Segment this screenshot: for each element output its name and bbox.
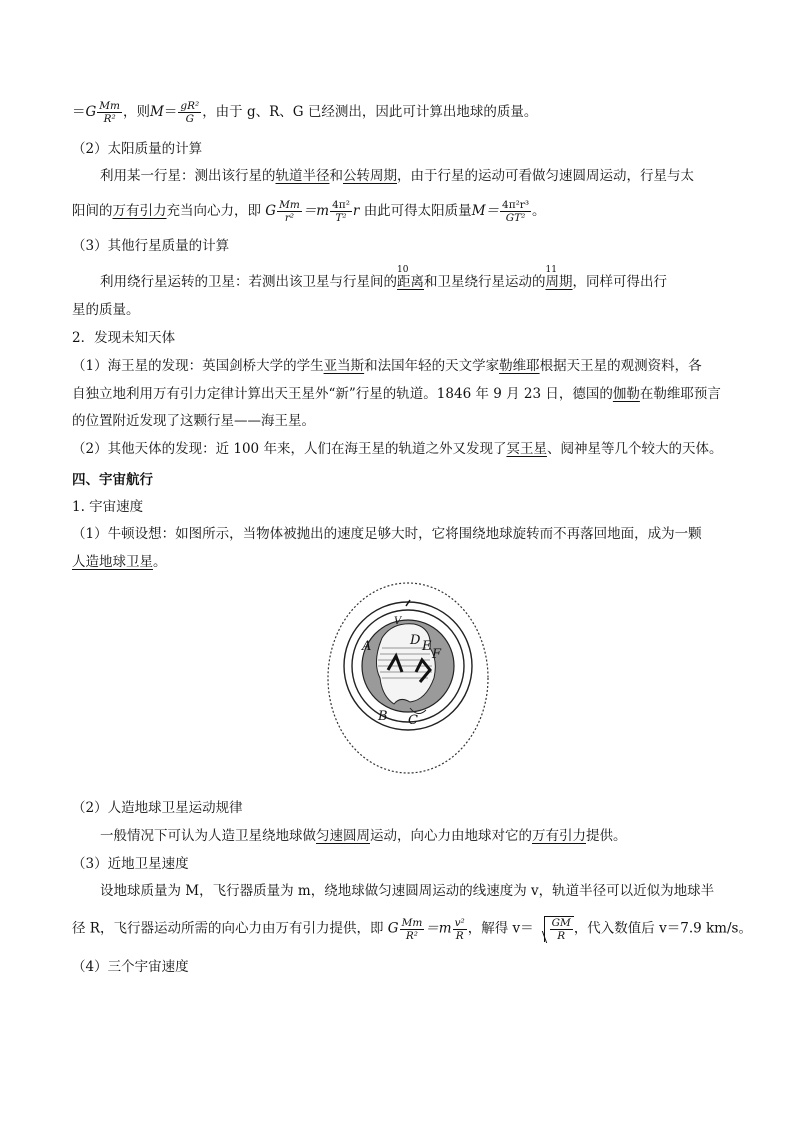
section-sun-mass-title: （2）太阳质量的计算 xyxy=(72,141,203,157)
section-satellite-law-title: （2）人造地球卫星运动规律 xyxy=(72,800,243,816)
paragraph-sun-mass-2: 阳间的万有引力充当向心力，即 G $\frac{Mm}{\text{r²}}$ ＝m $\frac{\text{4π²}}{\text{T²}}$ r 由此可得太阳质量M＝ $\frac{\text{4π²r³}}{\text{GT²}}$ 。 xyxy=(72,199,546,224)
label-B: B xyxy=(378,709,388,724)
formula-earth-mass: ＝G $\frac{Mm}{\text{R²}}$ ，则M＝ $\frac{\text{gR²}}{G}$ ，由于 g、R、G 已经测出，因此可计算出地球的质量。 xyxy=(72,100,538,125)
newton-cannon-figure xyxy=(322,578,496,774)
label-D: D xyxy=(410,633,421,648)
paragraph-sun-mass-1: 利用某一行星：测出该行星的轨道半径和公转周期，由于行星的运动可看做匀速圆周运动，行星与太 xyxy=(100,168,694,184)
paragraph-planet-mass-2: 星的质量。 xyxy=(72,302,140,318)
paragraph-neptune-2: 自独立地利用万有引力定律计算出天王星外“新”行星的轨道。1846 年 9 月 23 日，德国的伽勒在勒维耶预言 xyxy=(72,386,721,402)
section-three-velocities-title: （4）三个宇宙速度 xyxy=(72,959,189,975)
label-V: V xyxy=(394,616,402,627)
paragraph-satellite-law: 一般情况下可认为人造卫星绕地球做匀速圆周运动，向心力由地球对它的万有引力提供。 xyxy=(100,828,627,844)
paragraph-near-earth-1: 设地球质量为 M，飞行器质量为 m，绕地球做匀速圆周运动的线速度为 v，轨道半径可以近似为地球半 xyxy=(100,883,715,899)
paragraph-neptune-3: 的位置附近发现了这颗行星——海王星。 xyxy=(72,413,315,429)
section-heading-space-flight: 四、宇宙航行 xyxy=(72,472,153,488)
paragraph-near-earth-2: 径 R，飞行器运动所需的向心力由万有引力提供，即 G $\frac{Mm}{\text{R²}}$ ＝m $\frac{\text{v²}}{R}$ ，解得 v＝ $\frac{GM}{R}$ ，代入数值后 v＝7.9 km/s。 xyxy=(72,916,752,942)
paragraph-newton-2: 人造地球卫星。 xyxy=(72,554,167,570)
label-E: E xyxy=(422,639,432,654)
section-near-earth-title: （3）近地卫星速度 xyxy=(72,856,189,872)
section-cosmic-velocity-title: 1. 宇宙速度 xyxy=(72,499,144,515)
paragraph-newton-1: （1）牛顿设想：如图所示，当物体被抛出的速度足够大时，它将围绕地球旋转而不再落回地面，成为一颗 xyxy=(72,526,702,542)
paragraph-planet-mass-1: 利用绕行星运转的卫星：若测出该卫星与行星间的 10 距离和卫星绕行星运动的 11 周期，同样可得出行 xyxy=(100,265,667,290)
section-discover-title: 2．发现未知天体 xyxy=(72,330,176,346)
newton-cannon-diagram xyxy=(322,578,496,774)
section-planet-mass-title: （3）其他行星质量的计算 xyxy=(72,238,230,254)
label-F: F xyxy=(432,647,442,662)
label-A: A xyxy=(362,639,372,654)
paragraph-neptune-1: （1）海王星的发现：英国剑桥大学的学生亚当斯和法国年轻的天文学家勒维耶根据天王星的观测资料，各 xyxy=(72,358,702,374)
label-C: C xyxy=(408,713,418,728)
paragraph-other-bodies: （2）其他天体的发现：近 100 年来，人们在海王星的轨道之外又发现了冥王星、阋神星等几个较大的天体。 xyxy=(72,441,723,457)
